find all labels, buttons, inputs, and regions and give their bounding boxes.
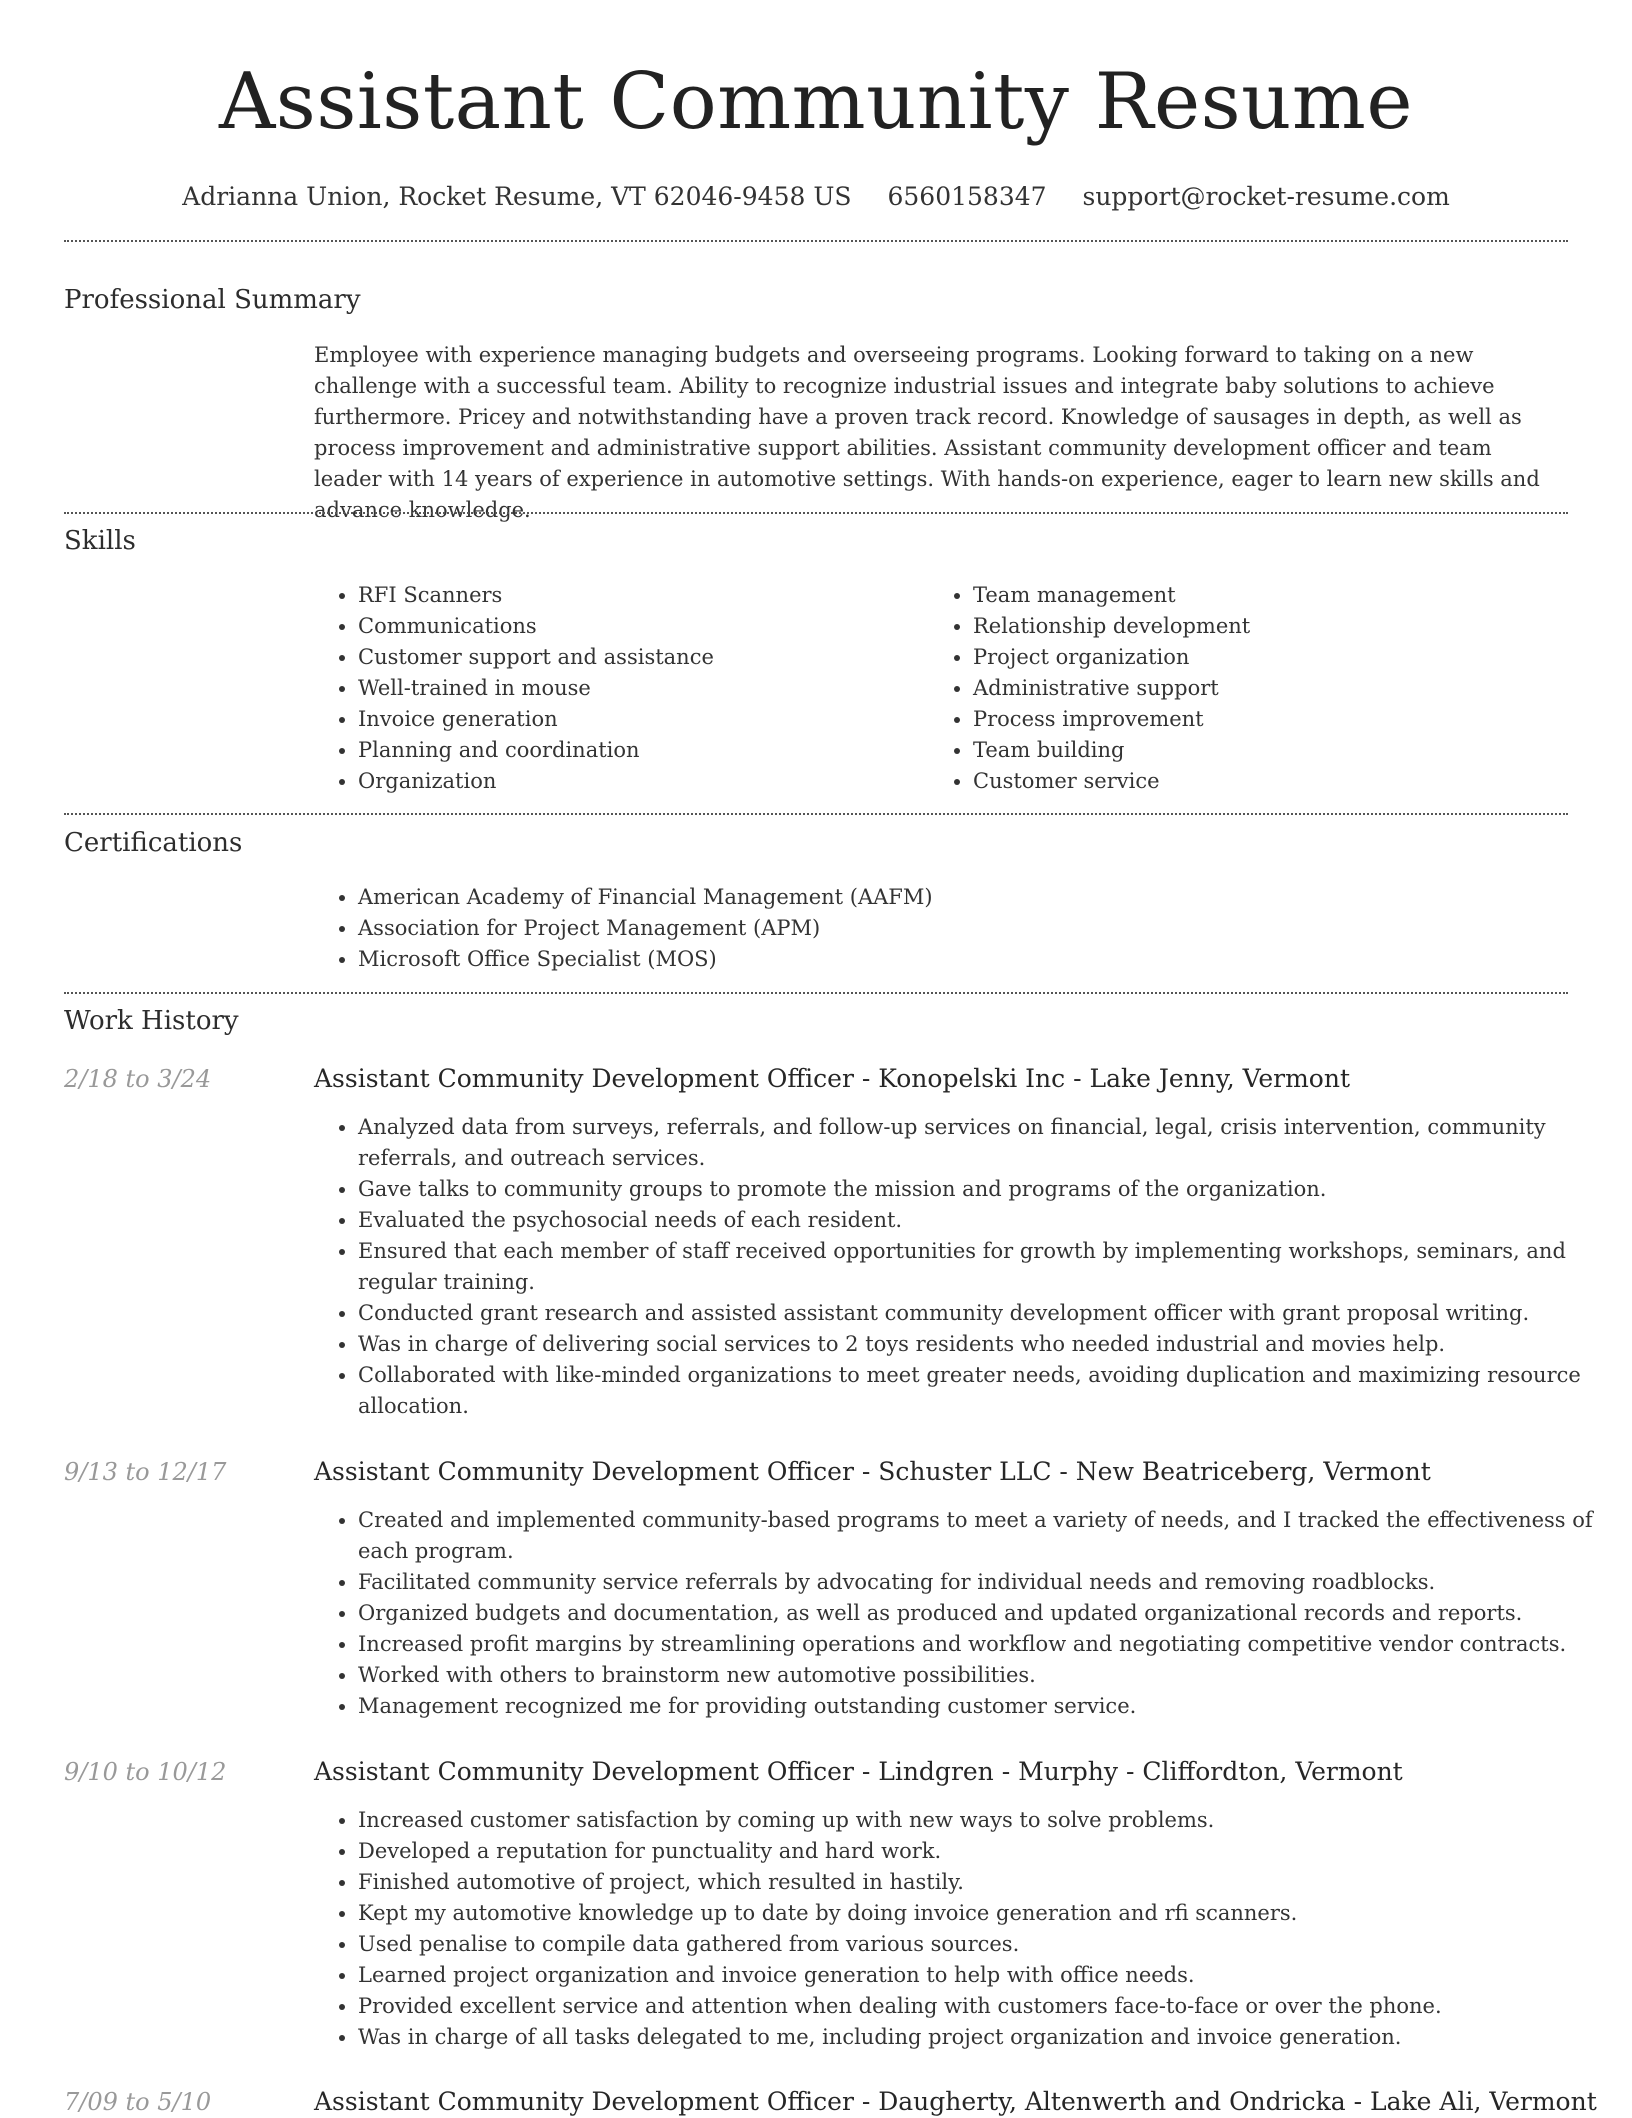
list-item: • Developed a reputation for punctuality and hard work.	[358, 1836, 1598, 1867]
list-item: • Increased customer satisfaction by coming up with new ways to solve problems.	[358, 1805, 1598, 1836]
list-item: • Facilitated community service referrals by advocating for individual needs and removing roadblocks.	[358, 1567, 1598, 1598]
skills-list-right	[929, 580, 1250, 797]
certifications-list	[314, 882, 933, 975]
contact-phone: 6560158347	[887, 182, 1047, 211]
list-item: • Communications	[358, 611, 714, 642]
contact-address: Adrianna Union, Rocket Resume, VT 62046-9458 US	[182, 182, 852, 211]
list-item: • Provided excellent service and attention when dealing with customers face-to-face or over the phone.	[358, 1991, 1598, 2022]
contact-line	[0, 180, 1632, 214]
divider	[64, 240, 1568, 242]
section-title-certifications: Certifications	[64, 828, 243, 858]
list-item: • Organization	[358, 766, 714, 797]
job-dates: 7/09 to 5/10	[64, 2088, 212, 2116]
job-title: Assistant Community Development Officer - Daugherty, Altenwerth and Ondricka - Lake Ali, Vermont	[314, 2087, 1597, 2116]
list-item: • Evaluated the psychosocial needs of each resident.	[358, 1205, 1598, 1236]
list-item: • Administrative support	[973, 673, 1250, 704]
job-title: Assistant Community Development Officer - Konopelski Inc - Lake Jenny, Vermont	[314, 1064, 1350, 1093]
list-item: • Process improvement	[973, 704, 1250, 735]
list-item: • Project organization	[973, 642, 1250, 673]
job-dates: 2/18 to 3/24	[64, 1065, 212, 1093]
job-dates: 9/10 to 10/12	[64, 1758, 227, 1786]
contact-email: support@rocket-resume.com	[1082, 182, 1450, 211]
list-item: • Analyzed data from surveys, referrals, and follow-up services on financial, legal, crisis intervention, community referrals, and outreach services.	[358, 1112, 1598, 1174]
list-item: • RFI Scanners	[358, 580, 714, 611]
list-item: • Finished automotive of project, which resulted in hastily.	[358, 1867, 1598, 1898]
list-item: • Created and implemented community-based programs to meet a variety of needs, and I tracked the effectiveness of each program.	[358, 1505, 1598, 1567]
divider	[64, 512, 1568, 514]
section-title-work-history: Work History	[64, 1006, 239, 1036]
list-item: • Used penalise to compile data gathered from various sources.	[358, 1929, 1598, 1960]
list-item: • Relationship development	[973, 611, 1250, 642]
job-dates: 9/13 to 12/17	[64, 1458, 227, 1486]
section-title-skills: Skills	[64, 526, 136, 556]
job-bullets	[314, 1805, 1598, 2053]
list-item: • Association for Project Management (APM)	[358, 913, 933, 944]
job-bullets	[314, 1505, 1598, 1722]
divider	[64, 992, 1568, 994]
list-item: • Customer service	[973, 766, 1250, 797]
list-item: • American Academy of Financial Management (AAFM)	[358, 882, 933, 913]
list-item: • Customer support and assistance	[358, 642, 714, 673]
divider	[64, 813, 1568, 815]
list-item: • Kept my automotive knowledge up to date by doing invoice generation and rfi scanners.	[358, 1898, 1598, 1929]
list-item: • Was in charge of delivering social services to 2 toys residents who needed industrial and movies help.	[358, 1329, 1598, 1360]
list-item: • Microsoft Office Specialist (MOS)	[358, 944, 933, 975]
resume-title: Assistant Community Resume	[218, 57, 1414, 147]
list-item: • Well-trained in mouse	[358, 673, 714, 704]
list-item: • Invoice generation	[358, 704, 714, 735]
list-item: • Was in charge of all tasks delegated to me, including project organization and invoice generation.	[358, 2022, 1598, 2053]
list-item: • Learned project organization and invoice generation to help with office needs.	[358, 1960, 1598, 1991]
list-item: • Organized budgets and documentation, as well as produced and updated organizational records and reports.	[358, 1598, 1598, 1629]
section-title-summary: Professional Summary	[64, 285, 361, 315]
list-item: • Team building	[973, 735, 1250, 766]
list-item: • Worked with others to brainstorm new automotive possibilities.	[358, 1660, 1598, 1691]
job-title: Assistant Community Development Officer - Schuster LLC - New Beatriceberg, Vermont	[314, 1457, 1431, 1486]
job-bullets	[314, 1112, 1598, 1422]
list-item: • Ensured that each member of staff received opportunities for growth by implementing workshops, seminars, and regular training.	[358, 1236, 1598, 1298]
list-item: • Conducted grant research and assisted assistant community development officer with grant proposal writing.	[358, 1298, 1598, 1329]
list-item: • Planning and coordination	[358, 735, 714, 766]
list-item: • Increased profit margins by streamlining operations and workflow and negotiating competitive vendor contracts.	[358, 1629, 1598, 1660]
list-item: • Gave talks to community groups to promote the mission and programs of the organization.	[358, 1174, 1598, 1205]
list-item: • Collaborated with like-minded organizations to meet greater needs, avoiding duplication and maximizing resource allocation.	[358, 1360, 1598, 1422]
skills-list-left	[314, 580, 714, 797]
list-item: • Management recognized me for providing outstanding customer service.	[358, 1691, 1598, 1722]
job-title: Assistant Community Development Officer - Lindgren - Murphy - Cliffordton, Vermont	[314, 1757, 1403, 1786]
summary-text: Employee with experience managing budgets and overseeing programs. Looking forward to taking on a new challenge with a successful team. Ability to recognize industrial issues and integrate baby solutions to achieve furthermore. Pricey and notwithstanding have a proven track record. Knowledge of sausages in depth, as well as process improvement and administrative support abilities. Assistant community development officer and team leader with 14 years of experience in automotive settings. With hands-on experience, eager to learn new skills and advance knowledge.	[314, 343, 1540, 522]
list-item: • Team management	[973, 580, 1250, 611]
